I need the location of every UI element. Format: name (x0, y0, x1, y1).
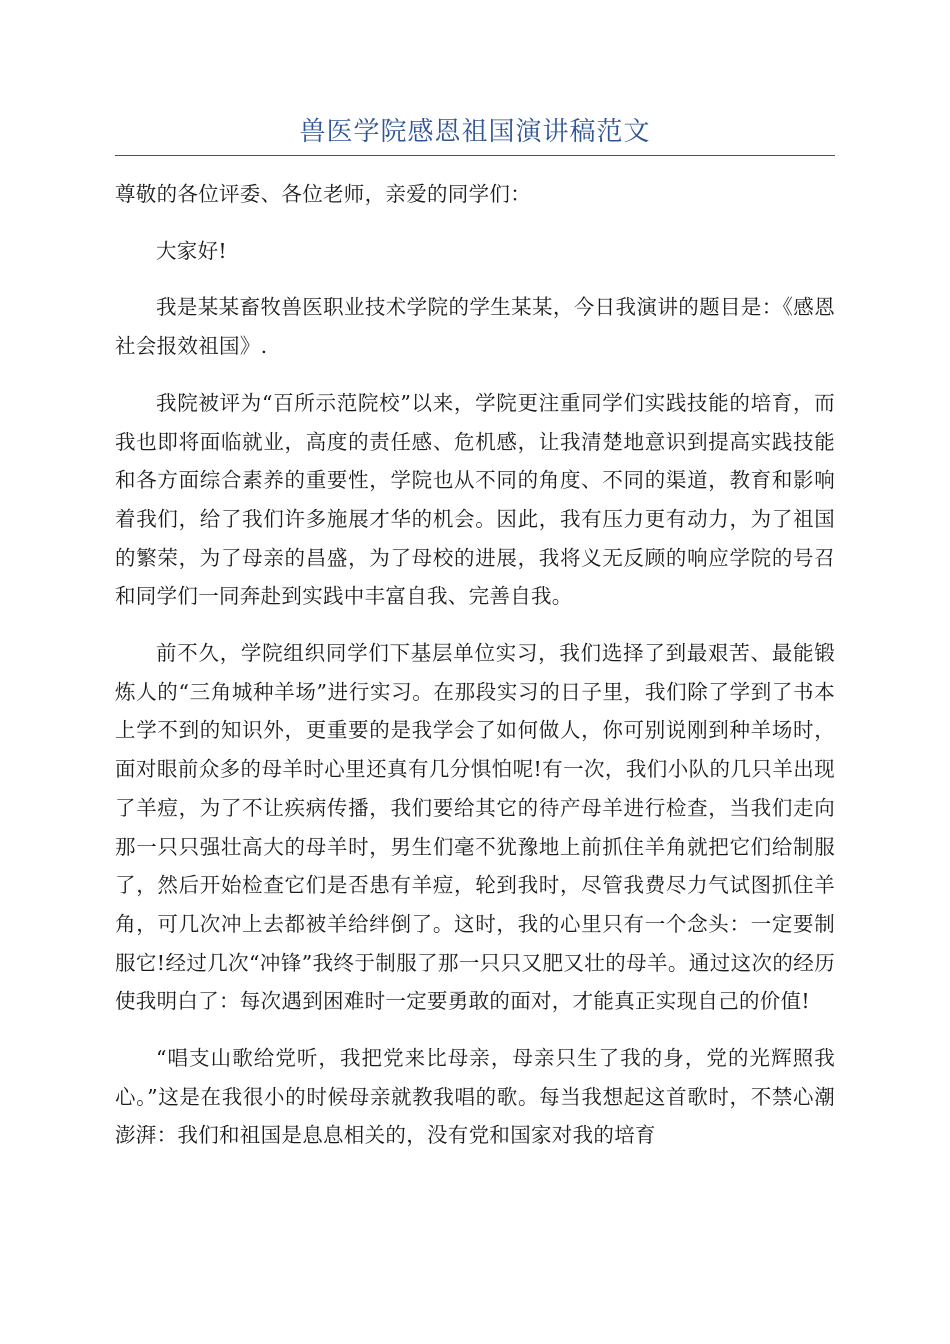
introduction-paragraph: 我是某某畜牧兽医职业技术学院的学生某某，今日我演讲的题目是：《感恩社会报效祖国》. (115, 295, 835, 359)
greeting-paragraph: 大家好! (156, 238, 227, 263)
document-body (115, 175, 835, 1173)
body-paragraph-internship: 前不久，学院组织同学们下基层单位实习，我们选择了到最艰苦、最能锻炼人的“三角城种羊场”进行实习。在那段实习的日子里，我们除了学到了书本上学不到的知识外，更重要的是我学会了如何做人，你可别说刚到种羊场时，面对眼前众多的母羊时心里还真有几分惧怕呢!有一次，我们小队的几只羊出现了羊痘，为了不让疾病传播，我们要给其它的待产母羊进行检查，当我们走向那一只只强壮高大的母羊时，男生们毫不犹豫地上前抓住羊角就把它们给制服了，然后开始检查它们是否患有羊痘，轮到我时，尽管我费尽力气试图抓住羊角，可几次冲上去都被羊给绊倒了。这时，我的心里只有一个念头：一定要制服它!经过几次“冲锋”我终于制服了那一只只又肥又壮的母羊。通过这次的经历使我明白了：每次遇到困难时一定要勇敢的面对，才能真正实现自己的价值! (115, 641, 835, 1014)
body-paragraph-song: “唱支山歌给党听，我把党来比母亲，母亲只生了我的身，党的光辉照我心。”这是在我很小的时候母亲就教我唱的歌。每当我想起这首歌时，不禁心潮澎湃：我们和祖国是息息相关的，没有党和国家对我的培育 (115, 1046, 835, 1148)
title-underline-divider (115, 155, 835, 156)
body-paragraph-college: 我院被评为“百所示范院校”以来，学院更注重同学们实践技能的培育，而我也即将面临就业，高度的责任感、危机感，让我清楚地意识到提高实践技能和各方面综合素养的重要性，学院也从不同的角度、不同的渠道，教育和影响着我们，给了我们许多施展才华的机会。因此，我有压力更有动力，为了祖国的繁荣，为了母亲的昌盛，为了母校的进展，我将义无反顾的响应学院的号召和同学们一同奔赴到实践中丰富自我、完善自我。 (115, 390, 835, 609)
document-title: 兽医学院感恩祖国演讲稿范文 (299, 117, 651, 147)
salutation-paragraph: 尊敬的各位评委、各位老师，亲爱的同学们： (115, 182, 531, 206)
